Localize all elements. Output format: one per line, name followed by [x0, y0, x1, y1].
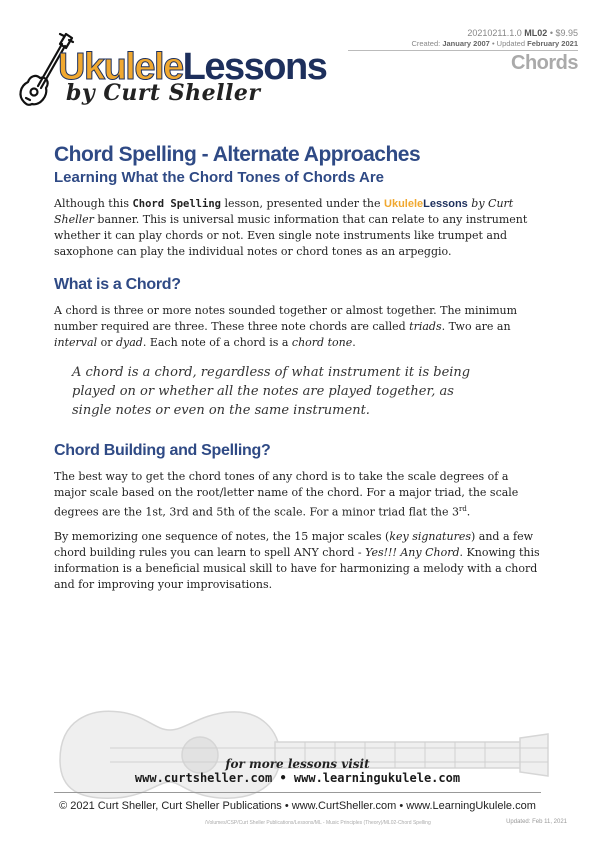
term-key-signatures: key signatures	[389, 530, 471, 544]
memorizing-paragraph	[54, 529, 544, 593]
term-chord-tone: chord tone	[291, 335, 353, 349]
memorize-text-c: . Knowing this information is a beneficial musical skill to have for harmonizing a melody with a chord and for improving your improvisations.	[54, 546, 540, 592]
intro-brand-ukulele: Ukulele	[384, 197, 424, 210]
chord-quote: A chord is a chord, regardless of what instrument it is being played on or whether all the notes are played together, as single notes or even on the same instrument.	[72, 364, 471, 418]
chord-def-a: A chord is three or more notes sounded together or almost together. The minimum number required are three. These three note chords are called	[54, 303, 518, 333]
meta-code-line	[411, 28, 578, 38]
meta-code-id: ML02	[524, 28, 548, 38]
chord-definition-paragraph	[54, 303, 544, 351]
meta-created-date: January 2007	[442, 39, 490, 48]
intro-text-post: banner. This is universal music information that can relate to any instrument whether it can play chords or not. Even single note instruments like trumpet and saxophone can play the individual notes or chord tones as an arpeggio.	[54, 212, 528, 258]
meta-code-prefix: 20210211.1.0	[467, 28, 522, 38]
intro-keyword: Chord Spelling	[132, 197, 221, 210]
meta-created-label: Created:	[411, 39, 441, 48]
footer-divider	[54, 792, 541, 793]
chord-def-d: . Each note of a chord is a	[142, 335, 292, 349]
footer-copyright: © 2021 Curt Sheller, Curt Sheller Publications • www.CurtSheller.com • www.LearningUkulele.com	[59, 800, 536, 812]
term-triads: triads	[409, 319, 442, 333]
chord-def-b: . Two are an	[441, 319, 511, 333]
building-superscript: rd	[458, 504, 467, 513]
term-dyad: dyad	[115, 335, 143, 349]
intro-text-pre: Although this	[54, 196, 133, 210]
logo-word-ukulele: Ukulele	[58, 46, 183, 88]
document-meta	[411, 28, 578, 48]
meta-divider	[348, 50, 578, 51]
category-label: Chords	[511, 52, 578, 74]
section-heading-what-is-chord: What is a Chord?	[54, 275, 181, 293]
lesson-content	[54, 143, 544, 593]
meta-updated-date: February 2021	[527, 39, 578, 48]
footer-file-path: /Volumes/CSP/Curt Sheller Publications/Lessons/ML - Music Principles (Theory)/ML02-Chord Spelling	[205, 820, 431, 826]
memorize-text-a: By memorizing one sequence of notes, the 15 major scales (	[54, 530, 390, 544]
footer-updated-date: Updated: Feb 11, 2021	[506, 819, 567, 825]
meta-updated-label: • Updated	[491, 39, 526, 48]
meta-dates-line	[411, 39, 578, 48]
footer-link-curtsheller[interactable]: www.curtsheller.com	[134, 771, 273, 785]
footer-link-learningukulele[interactable]: www.learningukulele.com	[293, 771, 461, 785]
logo-word-lessons: Lessons	[182, 46, 327, 88]
memorize-text-b: ) and a few chord building rules you can learn to spell ANY chord -	[54, 530, 534, 560]
intro-paragraph	[54, 196, 544, 260]
footer-url-separator: •	[279, 771, 287, 785]
page-title: Chord Spelling - Alternate Approaches	[54, 143, 421, 166]
brand-logo	[16, 30, 336, 110]
intro-brand-lessons: Lessons	[423, 197, 468, 210]
footer-url-line	[0, 771, 595, 785]
page-subtitle: Learning What the Chord Tones of Chords Are	[54, 169, 384, 187]
term-yes-any-chord: Yes!!! Any Chord	[365, 546, 460, 560]
intro-byline: by Curt Sheller	[54, 196, 514, 226]
building-text-b: .	[466, 505, 471, 519]
building-text-a: The best way to get the chord tones of any chord is to take the scale degrees of a major scale based on the root/letter name of the chord. For a major triad, the scale degrees are the 1st, 3rd and 5th of the scale. For a minor triad flat the 3	[54, 469, 519, 519]
meta-price: • $9.95	[549, 28, 578, 38]
term-interval: interval	[54, 335, 98, 349]
section-heading-chord-building: Chord Building and Spelling?	[54, 441, 271, 459]
intro-text-mid: lesson, presented under the	[220, 196, 385, 210]
footer-visit-text: for more lessons visit	[225, 757, 370, 771]
logo-byline: by Curt Sheller	[66, 80, 261, 106]
chord-def-c: or	[97, 335, 116, 349]
chord-def-e: .	[352, 335, 356, 349]
chord-building-paragraph	[54, 469, 544, 521]
